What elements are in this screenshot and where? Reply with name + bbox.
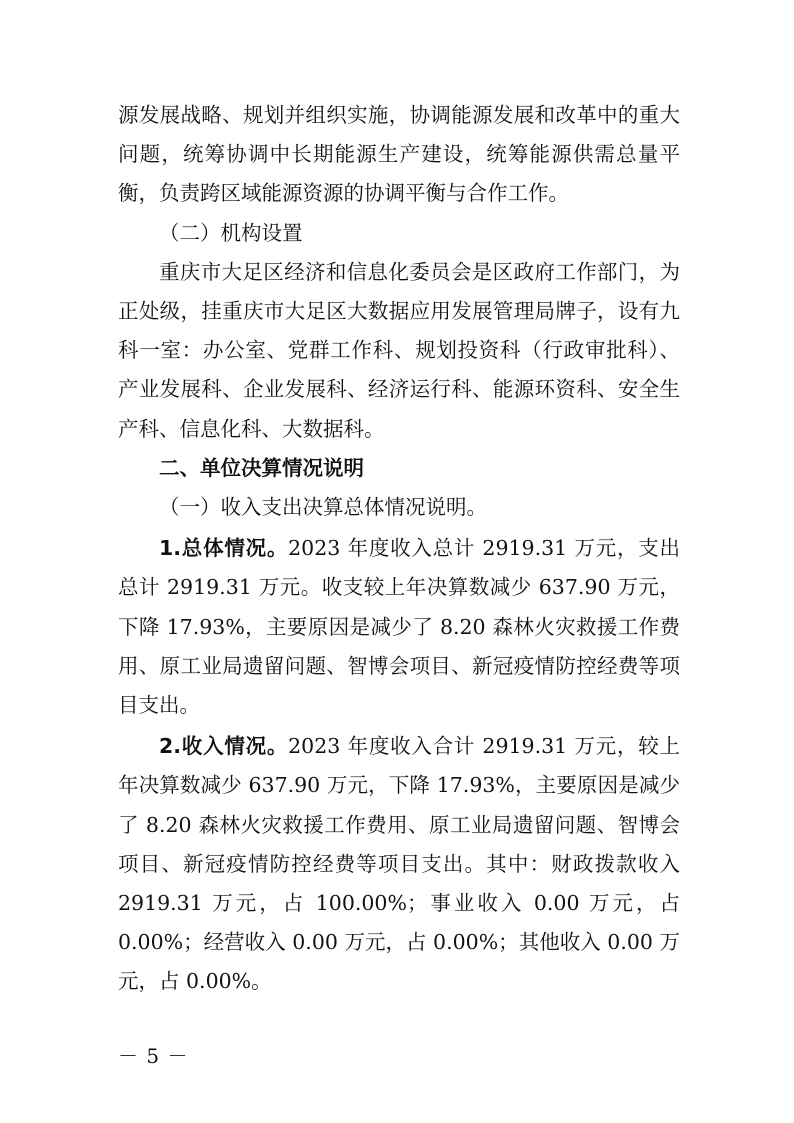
overall-body: 2023 年度收入总计 2919.31 万元，支出总计 2919.31 万元。收支较上年决算数减少 637.90 万元，下降 17.93%，主要原因是减少了 8.20 森林火灾救援工作费用、原工业局遗留问题、智博会项目、新冠疫情防控经费等项目支出。: [118, 536, 680, 718]
heading-institution-setup: （二）机构设置: [159, 220, 303, 245]
income-lead: 2.收入情况。: [159, 734, 289, 759]
overall-lead: 1.总体情况。: [159, 536, 289, 561]
paragraph-institution: 重庆市大足区经济和信息化委员会是区政府工作部门，为正处级，挂重庆市大足区大数据应用发展管理局牌子，设有九科一室：办公室、党群工作科、规划投资科（行政审批科）、产业发展科、企业发展科、经济运行科、能源环资科、安全生产科、信息化科、大数据科。: [118, 259, 680, 441]
paragraph-income: [118, 727, 680, 1001]
paragraph-overall: [118, 529, 680, 725]
paragraph-continued: 源发展战略、规划并组织实施，协调能源发展和改革中的重大问题，统筹协调中长期能源生产建设，统筹能源供需总量平衡，负责跨区域能源资源的协调平衡与合作工作。: [118, 103, 680, 206]
page-number: － 5 －: [118, 1044, 189, 1068]
heading-income-expense-overview: （一）收入支出决算总体情况说明。: [159, 495, 487, 520]
income-body: 2023 年度收入合计 2919.31 万元，较上年决算数减少 637.90 万元，下降 17.93%，主要原因是减少了 8.20 森林火灾救援工作费用、原工业局遗留问题、智博会项目、新冠疫情防控经费等项目支出。其中：财政拨款收入 2919.31 万元，占 100.00%；事业收入 0.00 万元，占 0.00%；经营收入 0.00 万元，占 0.00%；其他收入 0.00 万元，占 0.00%。: [118, 734, 680, 994]
body-text: [118, 96, 680, 1002]
heading-section-two: 二、单位决算情况说明: [159, 455, 364, 480]
